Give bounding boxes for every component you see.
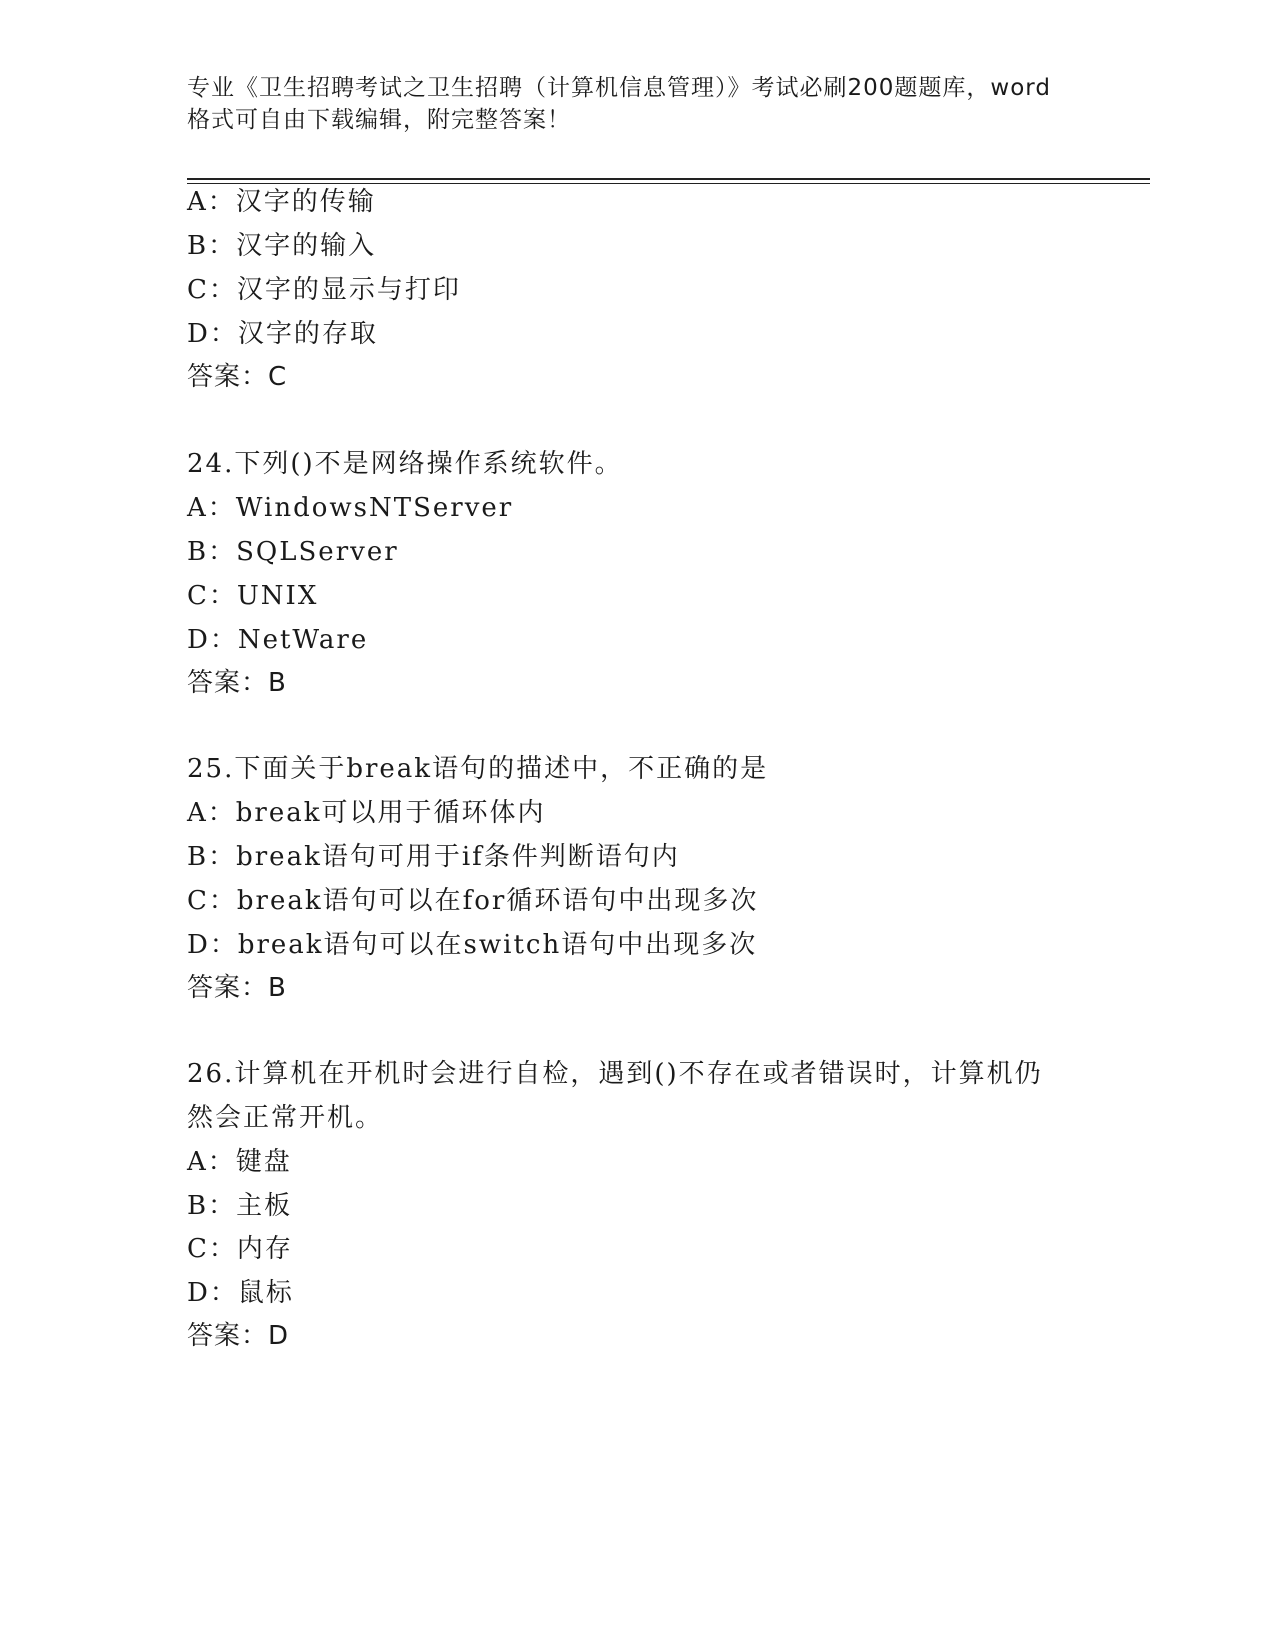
q23-option-d: D：汉字的存取 [187, 319, 378, 349]
q24-option-a: A：WindowsNTServer [187, 493, 514, 523]
q26-option-a: A：键盘 [187, 1147, 292, 1177]
q26-answer: 答案：D [187, 1321, 290, 1351]
q26-option-d: D：鼠标 [187, 1278, 294, 1308]
q25-answer: 答案：B [187, 973, 287, 1003]
header-divider-thick [187, 178, 1150, 180]
document-header [187, 72, 1087, 136]
header-line-1: 专业《卫生招聘考试之卫生招聘（计算机信息管理）》考试必刷200题题库，word [187, 75, 1051, 101]
q23-option-b: B：汉字的输入 [187, 231, 377, 261]
q25-option-a: A：break可以用于循环体内 [187, 798, 546, 828]
q25-question: 25.下面关于break语句的描述中，不正确的是 [187, 754, 769, 784]
q23-answer: 答案：C [187, 362, 288, 392]
q26-question-line-2: 然会正常开机。 [187, 1103, 384, 1133]
q23-option-a: A：汉字的传输 [187, 187, 376, 217]
q23-option-c: C：汉字的显示与打印 [187, 275, 461, 305]
q25-option-d: D：break语句可以在switch语句中出现多次 [187, 930, 758, 960]
q24-option-d: D：NetWare [187, 625, 369, 655]
q24-option-b: B：SQLServer [187, 537, 399, 567]
q24-answer: 答案：B [187, 668, 287, 698]
q26-option-b: B：主板 [187, 1191, 293, 1221]
q26-option-c: C：内存 [187, 1234, 293, 1264]
q25-option-c: C：break语句可以在for循环语句中出现多次 [187, 886, 759, 916]
q25-option-b: B：break语句可用于if条件判断语句内 [187, 842, 680, 872]
q26-question-line-1: 26.计算机在开机时会进行自检，遇到()不存在或者错误时，计算机仍 [187, 1059, 1043, 1089]
q24-option-c: C：UNIX [187, 581, 319, 611]
header-line-2: 格式可自由下载编辑，附完整答案！ [187, 107, 571, 133]
q24-question: 24.下列()不是网络操作系统软件。 [187, 449, 623, 479]
header-divider-thin [187, 183, 1150, 184]
